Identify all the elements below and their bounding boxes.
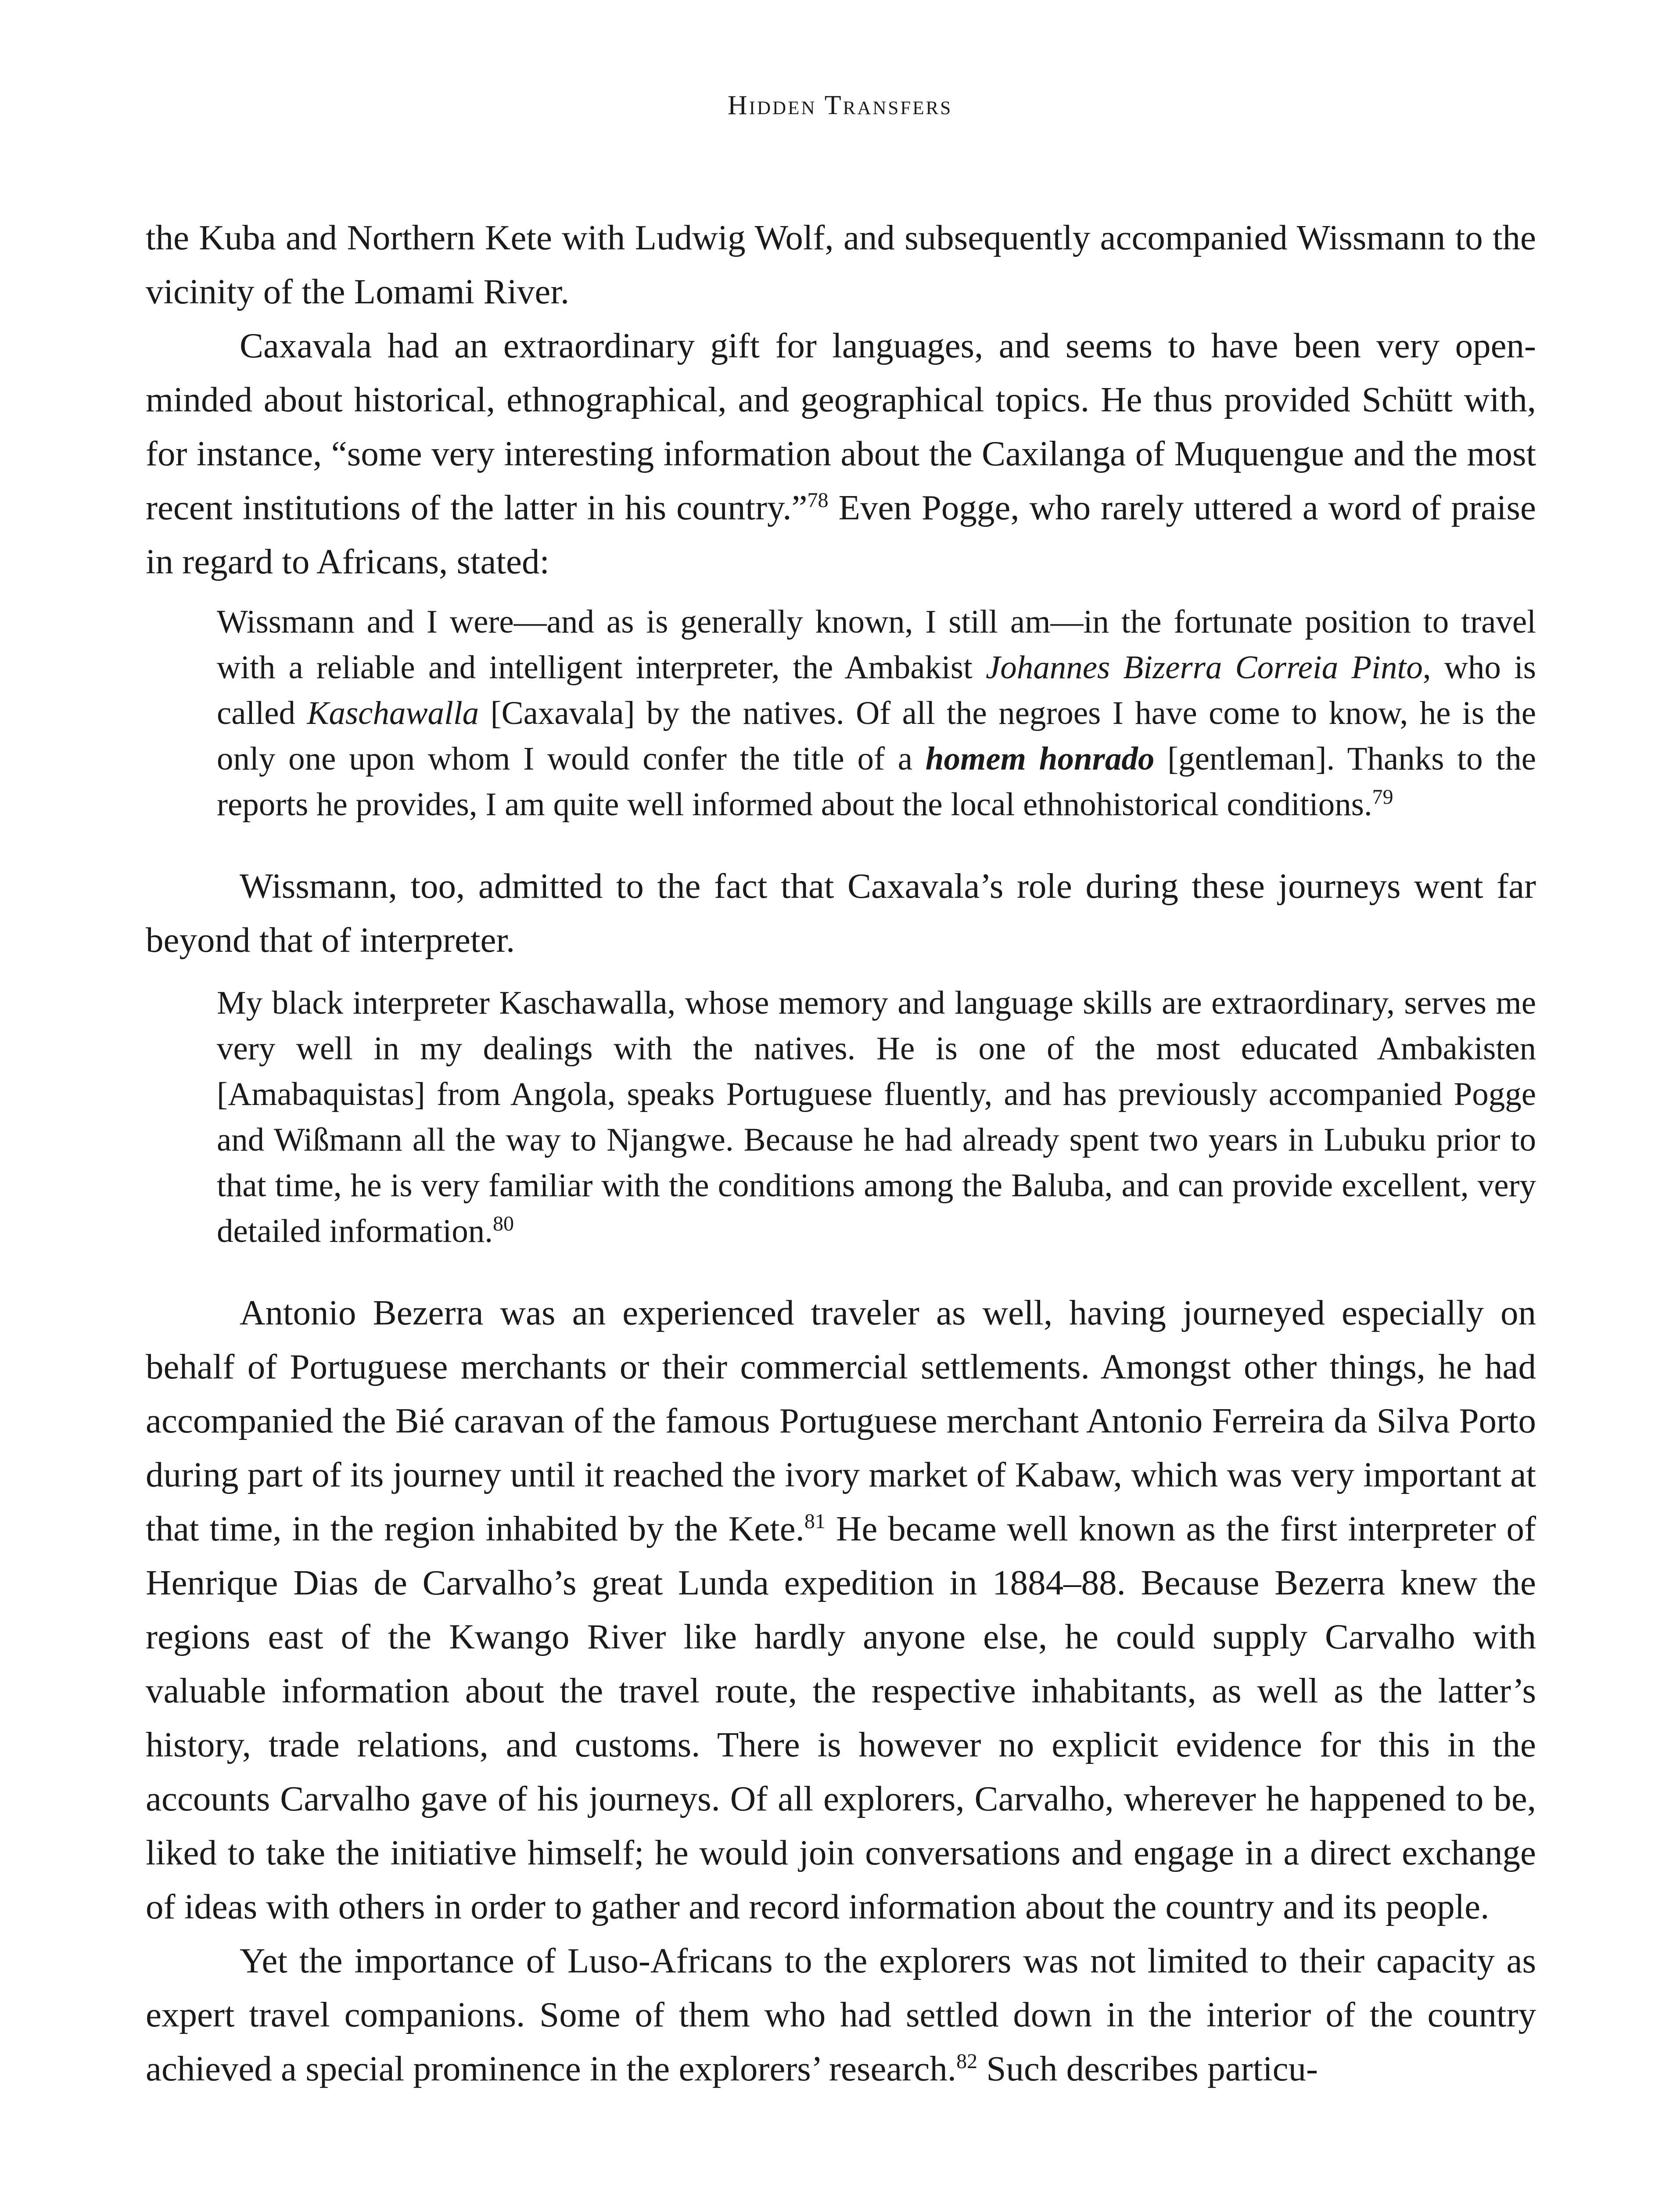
paragraph-bezerra bbox=[146, 1286, 1536, 1934]
paragraph-wissmann bbox=[146, 859, 1536, 967]
quote-name-italic: Johannes Bizerra Correia Pinto bbox=[985, 649, 1423, 686]
body-text bbox=[146, 211, 1536, 2096]
footnote-ref-78: 78 bbox=[807, 489, 829, 512]
paragraph-text: Antonio Bezerra was an experienced traveler as well, having journeyed especially on behalf of Portuguese merchants or their commercial settlements. Amongst other things, he had accompanied the Bié caravan of the famous Portuguese merchant Antonio Ferreira da Silva Porto during part of its journey until it reached the ivory market of Kabaw, which was very important at that time, in the region inhabited by the Kete. bbox=[146, 1293, 1536, 1548]
quote-text: My black interpreter Kaschawalla, whose memory and language skills are extraordinary, serves me very well in my dealings with the natives. He is one of the most educated Ambakisten [Amabaquistas] from Angola, speaks Portuguese fluently, and has previously accompanied Pogge and Wißmann all the way to Njangwe. Because he had already spent two years in Lubuku prior to that time, he is very familiar with the conditions among the Baluba, and can provide excellent, very detailed information. bbox=[217, 985, 1536, 1249]
paragraph-text: Such describes particu- bbox=[977, 2049, 1318, 2088]
paragraph-text: Caxavala had an extraordinary gift for languages, and seems to have been very open-minded about historical, ethnographical, and geographical topics. He thus provided Schütt with, for instance, “some very interesting information about the Caxilanga of Muquengue and the most recent institutions of the latter in his country.” bbox=[146, 326, 1536, 527]
quote-text: , who is called bbox=[217, 649, 1536, 731]
paragraph-text: He became well known as the first interpreter of Henrique Dias de Carvalho’s great Lunda expedition in 1884–88. Because Bezerra knew the regions east of the Kwango River like hardly anyone else, he could supply Carvalho with valuable information about the travel route, the respective inhabitants, as well as the latter’s history, trade relations, and customs. There is however no explicit evidence for this in the accounts Carvalho gave of his journeys. Of all explorers, Carvalho, wherever he happened to be, liked to take the initiative himself; he would join conversations and engage in a direct exchange of ideas with others in order to gather and record information about the country and its people. bbox=[146, 1509, 1536, 1926]
paragraph-continuation bbox=[146, 211, 1536, 319]
quote-term-italic: homem honrado bbox=[925, 741, 1155, 777]
quote-nickname-italic: Kaschawalla bbox=[307, 695, 479, 731]
quote-text: [Caxavala] by the natives. Of all the negroes I have come to know, he is the only one upon whom I would confer the title of a bbox=[217, 695, 1536, 777]
footnote-ref-80: 80 bbox=[492, 1212, 514, 1235]
paragraph-text: Wissmann, too, admitted to the fact that Caxavala’s role during these journeys went far beyond that of interpreter. bbox=[146, 866, 1536, 960]
quote-text: Wissmann and I were—and as is generally known, I still am—in the fortunate position to travel with a reliable and intelligent interpreter, the Ambakist bbox=[217, 604, 1536, 686]
running-head: Hidden Transfers bbox=[727, 90, 953, 120]
paragraph-text: Even Pogge, who rarely uttered a word of praise in regard to Africans, stated: bbox=[146, 488, 1536, 581]
block-quote-wissmann bbox=[217, 980, 1536, 1254]
paragraph-text: the Kuba and Northern Kete with Ludwig Wolf, and subsequently accompanied Wissmann to the vicinity of the Lomami River. bbox=[146, 218, 1536, 311]
paragraph-caxavala bbox=[146, 319, 1536, 589]
block-quote-pogge bbox=[217, 599, 1536, 828]
paragraph-text: Yet the importance of Luso-Africans to the explorers was not limited to their capacity as expert travel companions. Some of them who had settled down in the interior of the country achieved a special prominence in the explorers’ research. bbox=[146, 1941, 1536, 2088]
footnote-ref-82: 82 bbox=[956, 2050, 978, 2073]
footnote-ref-79: 79 bbox=[1372, 785, 1393, 809]
quote-text: [gentleman]. Thanks to the reports he provides, I am quite well informed about the local ethnohistorical conditions. bbox=[217, 741, 1536, 823]
footnote-ref-81: 81 bbox=[804, 1510, 826, 1533]
paragraph-luso-africans bbox=[146, 1934, 1536, 2096]
